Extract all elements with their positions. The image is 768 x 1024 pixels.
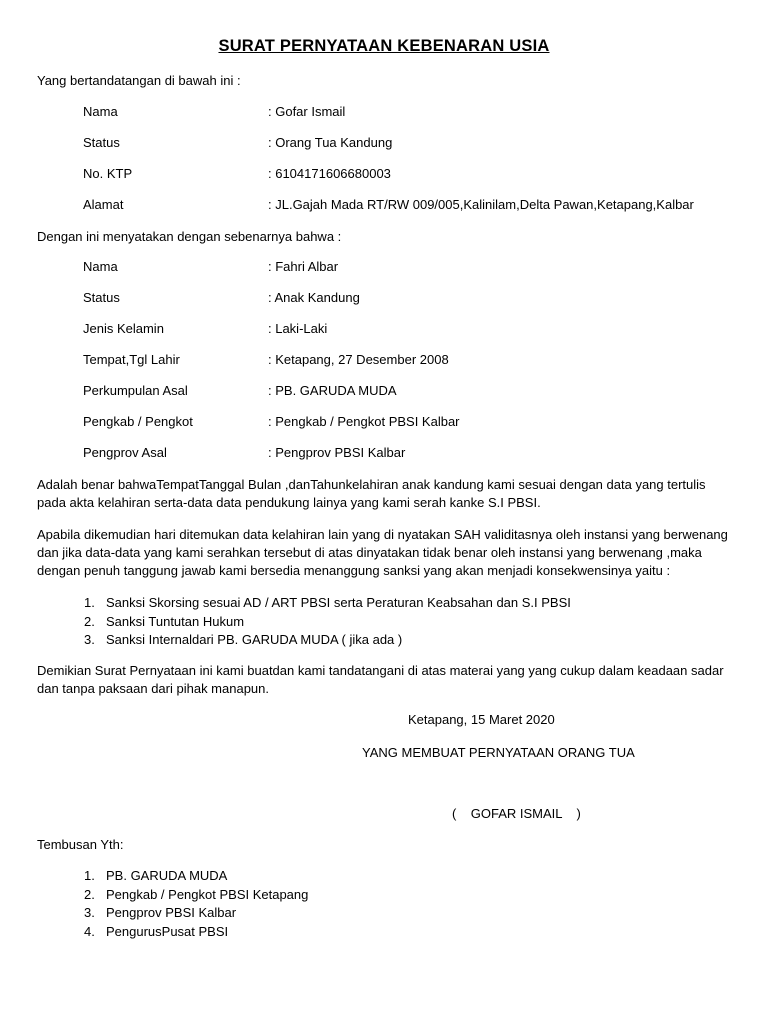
field-value: : PB. GARUDA MUDA	[268, 383, 397, 398]
cc-title: Tembusan Yth:	[37, 837, 124, 852]
field-label: Status	[83, 290, 120, 305]
paragraph-line: Demikian Surat Pernyataan ini kami buatdan kami tandatangani di atas materai yang yang cukup dalam keadaan sadar	[37, 663, 724, 678]
list-text: PB. GARUDA MUDA	[106, 868, 228, 883]
field-value: : Ketapang, 27 Desember 2008	[268, 352, 449, 367]
signer-row	[0, 135, 768, 153]
signer-row	[0, 104, 768, 122]
paragraph-line: pada akta kelahiran serta-data data pendukung lainya yang kami serah kanke S.I PBSI.	[37, 495, 541, 510]
statement-paragraph	[37, 476, 737, 512]
field-value: : Laki-Laki	[268, 321, 328, 336]
field-value: : Fahri Albar	[268, 259, 339, 274]
field-label: No. KTP	[83, 166, 133, 181]
list-number: 1.	[84, 595, 95, 610]
list-text: Sanksi Internaldari PB. GARUDA MUDA ( jika ada )	[106, 632, 403, 647]
list-text: Pengprov PBSI Kalbar	[106, 905, 237, 920]
field-value: : Pengprov PBSI Kalbar	[268, 445, 406, 460]
declaration-intro: Dengan ini menyatakan dengan sebenarnya bahwa :	[37, 229, 342, 244]
paragraph-line: Apabila dikemudian hari ditemukan data kelahiran lain yang di nyatakan SAH validitasnya oleh instansi yang berwenang	[37, 527, 728, 542]
list-number: 3.	[84, 905, 95, 920]
field-label: Tempat,Tgl Lahir	[83, 352, 180, 367]
list-number: 2.	[84, 886, 95, 902]
child-row	[0, 352, 768, 370]
field-label: Perkumpulan Asal	[83, 383, 188, 398]
field-label: Status	[83, 135, 120, 150]
paragraph-line: dengan penuh tanggung jawab kami bersedia menanggung sanksi yang akan menjadi konsekwensinya yaitu :	[37, 563, 671, 578]
child-row	[0, 414, 768, 432]
consequence-paragraph	[37, 526, 737, 580]
field-value: : Anak Kandung	[268, 290, 360, 305]
signer-row	[0, 197, 768, 215]
closing-paragraph	[37, 662, 737, 698]
list-number: 2.	[84, 613, 95, 629]
field-value: : Pengkab / Pengkot PBSI Kalbar	[268, 414, 460, 429]
list-text: PengurusPusat PBSI	[106, 923, 229, 939]
list-text: Sanksi Skorsing sesuai AD / ART PBSI serta Peraturan Keabsahan dan S.I PBSI	[106, 595, 571, 610]
field-value: : 6104171606680003	[268, 166, 391, 181]
field-label: Nama	[83, 104, 118, 119]
paragraph-line: dan jika data-data yang kami serahkan tersebut di atas dinyatakan tidak benar oleh instansi yang berwenang ,maka	[37, 545, 702, 560]
field-value: : JL.Gajah Mada RT/RW 009/005,Kalinilam,Delta Pawan,Ketapang,Kalbar	[268, 197, 694, 212]
child-row	[0, 259, 768, 277]
signer-role: YANG MEMBUAT PERNYATAAN ORANG TUA	[362, 745, 635, 760]
list-text: Sanksi Tuntutan Hukum	[106, 613, 245, 629]
field-label: Pengkab / Pengkot	[83, 414, 193, 429]
document-title: SURAT PERNYATAAN KEBENARAN USIA	[218, 37, 550, 55]
field-label: Alamat	[83, 197, 124, 212]
list-number: 3.	[84, 632, 95, 647]
signer-name: ( GOFAR ISMAIL )	[452, 806, 581, 821]
field-label: Pengprov Asal	[83, 445, 167, 460]
child-row	[0, 383, 768, 401]
field-value: : Gofar Ismail	[268, 104, 346, 119]
field-label: Jenis Kelamin	[83, 321, 164, 336]
child-row	[0, 445, 768, 463]
list-text: Pengkab / Pengkot PBSI Ketapang	[106, 886, 309, 902]
paragraph-line: dan tanpa paksaan dari pihak manapun.	[37, 681, 270, 696]
intro-text: Yang bertandatangan di bawah ini :	[37, 73, 241, 88]
field-value: : Orang Tua Kandung	[268, 135, 393, 150]
paragraph-line: Adalah benar bahwaTempatTanggal Bulan ,danTahunkelahiran anak kandung kami sesuai dengan data yang tertulis	[37, 477, 706, 492]
place-date: Ketapang, 15 Maret 2020	[408, 712, 555, 727]
field-label: Nama	[83, 259, 118, 274]
child-row	[0, 290, 768, 308]
list-number: 4.	[84, 923, 95, 939]
child-row	[0, 321, 768, 339]
signer-row	[0, 166, 768, 184]
list-number: 1.	[84, 868, 95, 883]
